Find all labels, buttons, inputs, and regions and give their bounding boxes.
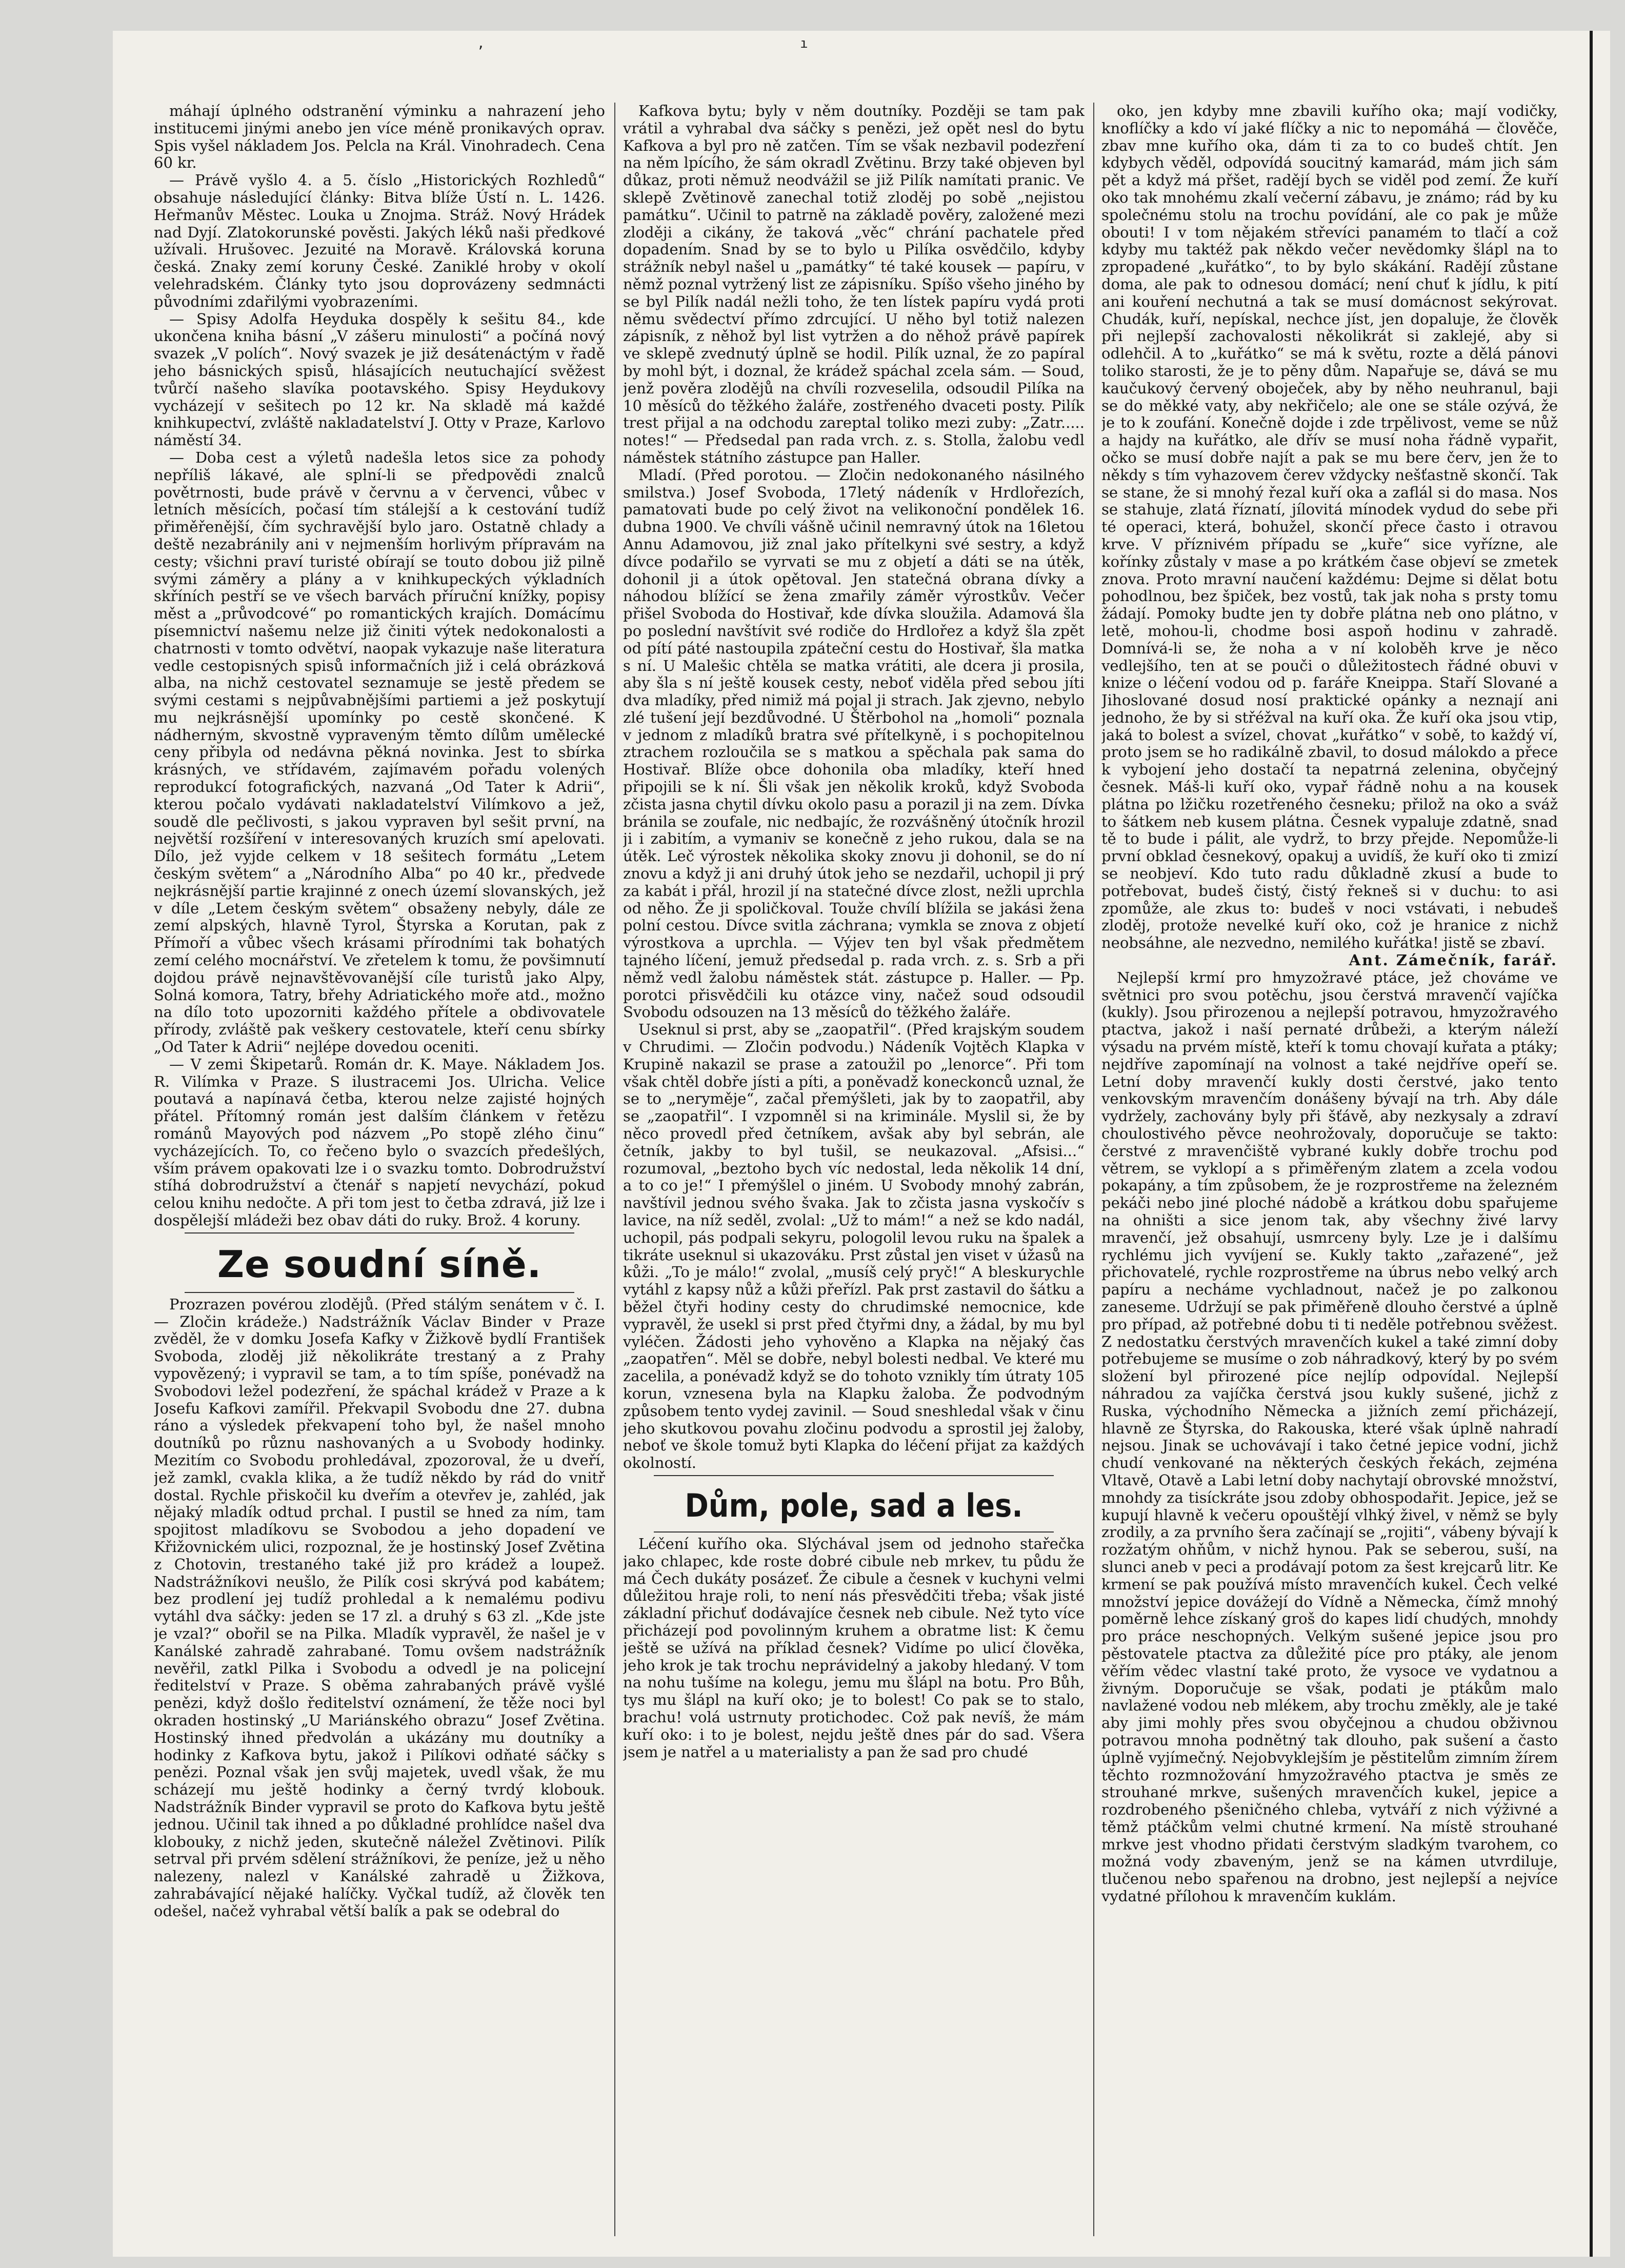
article-paragraph: — Spisy Adolfa Heyduka dospěly k sešitu 84., kde ukončena kniha básní „V zášeru minulosti“ a počíná nový svazek „V polích“. Nový svazek je již desátenáctým v řadě jeho básnických spisů, hlásajících neutuchající svěžest tvůrčí našeho slavíka pootavského. Spisy Heydukovy vycházejí v sešitech po 12 kr. Na skladě má každé knihkupectví, zvláště nakladatelství J. Otty v Praze, Karlovo náměstí 34.: [154, 310, 605, 449]
section-heading-court: Ze soudní síně.: [217, 1242, 542, 1286]
article-paragraph: Nejlepší krmí pro hmyzožravé ptáce, jež chováme ve světnici pro svou potěchu, jsou čerstvá mravenčí vajíčka (kukly). Jsou přirozenou a nejlepší potravou, hmyzožravého ptactva, jakož i naší pernaté drůbeži, a kterým náleží výsadu na prvém místě, kteří k tomu chovají kuřata a ptáky; nejdříve zapomínají na volnost a také nejdříve opeří se. Letní doby mravenčí kukly dosti čerstvé, jako tento venkovským mravenčím donášeny bývají na trh. Aby dále vydržely, zachovány byly při šťávě, aby nezkysaly a zdraví choulostivého pěvce neohrožovaly, doporučuje se takto: čerstvé z mravenčiště vybrané kukly dobře trochu pod větrem, se vyklopí a s přiměřeným zlatem a zcela vodou pokapány, a tím způsobem, že je rozprostřeme na železném pekáči nebo jiné ploché nádobě a krátkou dobu spařujeme na ohništi a sice jenom tak, aby všechny živé larvy mravenčí, jež obsahují, usmrceny byly. Lze je i dalšímu rychlému jich vyvíjení se. Kukly takto „zařazené“, jež přichovatelé, rychle rozprostřeme na úbrus nebo velký arch papíru a necháme vychladnout, načež je po zalkonou zaneseme. Udržují se pak přiměřeně dlouho čerstvé a úplně pro případ, až potřebné dobu ti ti neděle potřebnou svěžest. Z nedostatku čerstvých mravenčích kukel a také zimní doby potřebujeme se musíme o zob náhradkový, který by po svém složení byl přirozené píce nejlíp odpovídal. Nejlepší náhradou za vajíčka čerstvá jsou kukly sušené, jichž z Ruska, východního Německa a jižních zemí přicházejí, hlavně ze Štyrska, do Rakouska, které však úplně nahradí nejsou. Jinak se uchovávají i tako četné jepice vodní, jichž chudí venkované na některých českých řekách, zejména Vltavě, Otavě a Labi letní doby nachytají obrovské množství, mnohdy za tisíckráte jsou zdoby obhospodařit. Jepice, jež se kupují hlavně k večeru opouštějí vlhký živel, v němž se byly zrodily, a za prvního šera začínají se „rojiti“, vábeny bývají k rozžatým ohňům, v nichž hynou. Pak se seberou, suší, na slunci aneb v peci a prodávají potom za šest krejcarů litr. Ke krmení se pak používá místo mravenčích kukel. Čech velké množství jepice dovážejí do Vídně a Německa, čímž mnohý poměrně lehce získaný groš do kapes lidí chudých, mnohdy pro práce neschopných. Velkým sušené jepice jsou pro pěstovatele ptactva za důležité píce pro ptáky, ale jenom věřím vědec vlastní také proto, že vysoce ve vydatnou a živným. Doporučuje se však, podati je ptákům malo navlažené vodou neb mlékem, aby trochu změkly, ale je také aby jimi mohly přes svou obyčejnou a chudou obživnou potravou mnoha podnětný tak dlouho, pak sušení a často úplně vyjímečný. Nejobvyklejším je pěstitelům zimním žírem těchto rozmnožování hmyzožravého ptactva je směs ze strouhané mrkve, sušených mravenčích kukel, jepice a rozdrobeného pšeničného chleba, vytváří z nich výživné a těmž ptáčkům velmi chutné krmení. Na místě strouhané mrkve jest vhodno přidati čerstvým sladkým tvarohem, co možná vody zbaveným, jenž se na kámen utvrdiluje, tlučenou nebo spařenou na drobno, jest nejlepší a nejvíce vydatné přílohou k mravenčím kuklám.: [1101, 968, 1558, 1905]
article-paragraph: Léčení kuřího oka. Slýchával jsem od jednoho stařečka jako chlapec, kde roste dobré cibule neb mrkev, tu půdu že má Čech dukáty posázeť. Že cibule a česnek v kuchyni velmi důležitou hraje roli, to není nás přesvědčiti třeba; však jisté základní přichuť dodávajíce česnek neb cibule. Než tyto více přicházejí pod povolinným kruhem a obratme list: K čemu ještě se užívá na příklad česnek? Vidíme po ulicí člověka, jeho krok je tak trochu neprávidelný a jakoby hledaný. V tom na nohu tušíme na kolegu, jemu mu šlápl na botu. Pro Bůh, tys mu šlápl na kuří oko; je to bolest! Co pak se to stalo, brachu! volá ustrnuty protichodec. Což pak nevíš, že mám kuří oko: i to je bolest, nejdu ještě dnes pár do sad. Všera jsem je natřel a u materialisty a pan že sad pro chudé: [623, 1535, 1085, 1761]
column-3: [1101, 103, 1558, 2236]
divider: [654, 1475, 1054, 1476]
divider: [185, 1232, 574, 1234]
divider: [654, 1531, 1054, 1533]
column-1: [154, 103, 605, 2236]
article-paragraph: oko, jen kdyby mne zbavili kuřího oka; mají vodičky, knoflíčky a kdo ví jaké flíčky a nic to nepomáhá — člověče, zbav mne kuřího oka, dám ti za to co budeš chtít. Jen kdybych věděl, odpovídá soucitný kamarád, mám jich sám pět a když má přšet, radějí bych se viděl pod zemí. Že kuří oko tak mnohému zkalí večerní zábavu, je známo; rád by ku společnému stolu na trochu povídání, ale co pak je může obouti! I v tom nějakém střevíci panamém to tlačí a což kdyby mu taktéž pak někdo večer nevědomky šlápl na to zpropadené „kuřátko“, to by bylo skákání. Radějí zůstane doma, ale pak to odnesou domácí; není chuť k jídlu, k pití ani kouření nechutná a tak se musí domácnost sekýrovat. Chudák, kuří, nepískal, nechce jíst, jen dopaluje, že člověk při nejlepší zachovalosti několikrát si zaklejé, aby si odlehčil. A to „kuřátko“ se má k světu, rozte a dělá pánovi toliko starosti, že je to pěny dům. Napařuje se, dává se mu kaučukový červený oboječek, aby by něho neuhranul, baji se do měkké vaty, aby nekřičelo; ale one se stále ozývá, že je to k zoufání. Konečně dojde i zde trpělivost, veme se nůž a hajdy na kuřátko, ale dřív se musí noha řádně vypařit, očko se musí dobře najít a pak se mu bere červ, jen že to někdy s tím vyhazovem čerev vždycky nešťastně skončí. Tak se stane, že si mnohý řezal kuří oka a zaflál si do masa. Nos se stahuje, zlatá říznatí, jílovitá mínodek vydud do sebe při té operaci, která, bohužel, skončí přece často i otravou krve. V příznivém případu se „kuře“ sice vyřízne, ale kořínky zůstaly v mase a po krátkém čase objeví se zmetek znova. Proto mravní naučení každému: Dejme si dělat botu pohodlnou, bez špiček, bez vostů, tak jak noha s prsty tomu žádají. Pomoky budte jen ty dobře plátna neb ono plátno, v letě, mohou-li, chodme bosi aspoň hodinu v zahradě. Domnívá-li se, že noha a v ní koloběh krve je něco vedlejšího, ten at se pouči o důležitostech řádné obuvi v knize o léčení vodou od p. faráře Kneippa. Staří Slované a Jihoslované dosud nosí praktické opánky a neznají ani jednoho, že by si střéžval na kuří oka. Že kuří oka jsou vtip, jaká to bolest a svízel, chovat „kuřátko“ v sobě, to každý ví, proto jsem se ho radikálně zbavil, to dosud málokdo a přece k vybojení jeho dostačí ta nepatrná zelenina, obyčejný česnek. Máš-li kuří oko, vypař řádně nohu a na kousek plátna po lžičku rozetřeného česneku; přilož na oko a sváž to šátkem neb kusem plátna. Česnek vypaluje zdatně, snad tě to bude i pálit, ale vydrž, to brzy přejde. Nepomůže-li první obklad česnekový, opakuj a uvidíš, že kuří oko ti zmizí se neobjeví. Kdo tuto radu důkladně zkusí a bude to potřebovat, budeš čistý, čistý řekneš si v duchu: to asi zpomůže, ale zkus to: budeš v noci vstávati, i nebudeš zloděj, protože nevelké kuří oko, což je hranice z nichž neobsáhne, ale nezvedno, nemilého kuřátka! jistě se zbaví.: [1101, 103, 1558, 952]
article-paragraph: — V zemi Škipetarů. Román dr. K. Maye. Nákladem Jos. R. Vilímka v Praze. S ilustracemi Jos. Ulricha. Velice poutavá a napínavá četba, kterou nelze zajisté hojných přátel. Přítomný román jest dalším článkem v řetězu románů Mayových pod názvem „Po stopě zlého činu“ vycházejících. To, co řečeno bylo o svazcích předešlých, vším právem opakovati lze i o svazku tomto. Dobrodružství stíhá dobrodružství a čtenář s napjetí nevychází, pokud celou knihu nedočte. A při tom jest to četba zdravá, již lze i dospělejší mládeži bez obav dáti do ruky. Brož. 4 koruny.: [154, 1055, 605, 1229]
column-3-articles: [1101, 103, 1558, 1905]
page-marker-left: ‚: [477, 36, 485, 51]
column-2: [623, 103, 1085, 2236]
section-heading-garden: Dům, pole, sad a les.: [685, 1486, 1023, 1524]
article-paragraph: Mladí. (Před porotou. — Zločin nedokonaného násilného smilstva.) Josef Svoboda, 17letý nádeník v Hrdlořezích, pamatovati bude po celý život na velikonoční pondělek 16. dubna 1900. Ve chvíli vášně učinil nemravný útok na 16letou Annu Adamovou, již znal jako přítelkyni své sestry, a když dívce podařilo se vyrvati se mu z objetí a dáti se na útěk, dohonil ji a útok opětoval. Jen statečná obrana dívky a náhodou blížící se žena zmařily záměr výrostkův. Večer přišel Svoboda do Hostivař, kde dívka sloužila. Adamová šla po poslední navštívit své rodiče do Hrdlořez a když šla zpět od pítí páté nastoupila zpáteční cestu do Hostivař, šla matka s ní. U Malešic chtěla se matka vrátiti, ale dcera ji prosila, aby šla s ní ještě kousek cesty, neboť viděla před sebou jíti dva mladíky, před nimiž má pojal ji strach. Jak zjevno, nebylo zlé tušení její bezdůvodné. U Štěrbohol na „homoli“ poznala v jednom z mladíků bratra své přítelkyně, i s pochopitelnou ztrachem rozloučila se s matkou a spěchala pak sama do Hostivař. Blíže obce dohonila oba mladíky, kteří hned připojili se k ní. Šli však jen několik kroků, když Svoboda zčista jasna chytil dívku okolo pasu a porazil ji na zem. Dívka bránila se zoufale, nic nedbajíc, že rozvášněný útočník hrozil ji i zabitím, a vymaniv se konečně z jeho rukou, dala se na útěk. Leč výrostek několika skoky znovu ji dohonil, se do ní znovu a když ji ani druhý útok jeho se nezdařil, uchopil ji prý za kabát i přál, hrozil jí na statečné dívce zlost, nežli uprchla od něho. Že ji spoličkoval. Touže chvílí blížila se jakási žena polní cestou. Dívce svitla záchrana; vymkla se znova z objetí výrostkova a uprchla. — Výjev ten byl však předmětem tajného líčení, jemuž předsedal p. rada vrch. z. s. Srb a při němž vedl žalobu náměstek stát. zástupce p. Haller. — Pp. porotci přisvědčili ku otázce viny, načež soud odsoudil Svobodu odsouzen na 13 měsíců do těžkého žaláře.: [623, 466, 1085, 1021]
article-paragraph: — Doba cest a výletů nadešla letos sice za pohody nepříliš lákavé, ale splní-li se předpovědi znalců povětrnosti, bude právě v červnu a v červenci, vůbec v letních měsících, počasí tím stálejší a k cestování tudíž přiměřenější, čím sychravější bylo jaro. Ostatně chlady a deště nezabránily ani v nejmenším horlivým přípravám na cesty; všichni praví turisté obírají se touto dobou již pilně svými záměry a plány a v knihkupeckých výkladních skříních pestří se ve všech barvách příruční knížky, popisy měst a „průvodcové“ po romantických krajích. Domácímu písemnictví našemu nelze již činiti výtek nedokonalosti a chatrnosti v tomto odvětví, naopak vykazuje naše literatura vedle cestopisných spisů informačních již i celá obrázková alba, na nichž cestovatel seznamuje se jestě předem se svými cestami s nejpůvabnějšími partiemi a jež poskytují mu nejkrásnější upomínky po cestě skončené. K nádherným, skvostně vypraveným těmto dílům umělecké ceny přibyla od nedávna pěkná novinka. Jest to sbírka krásných, ve střídavém, zajímavém pořadu volených reprodukcí fotografických, nazvaná „Od Tater k Adrii“, kterou počalo vydávati nakladatelství Vilímkovo a jež, soudě dle pečlivosti, s jakou vypraven byl sešit první, na největší rozšíření v interesovaných kruzích smí apelovati. Dílo, jež vyjde celkem v 18 sešitech formátu „Letem českým světem“ a „Národního Alba“ po 40 kr., předvede nejkrásnější partie krajinné z onech území slovanských, jež v díle „Letem českým světem“ obsaženy nebyly, dále ze zemí alpských, hlavně Tyrol, Štyrska a Korutan, pak z Přímoří a vůbec všech krásami přírodními tak bohatých zemí celého mocnářství. Ve zřetelem k tomu, že povšimnutí dojdou právě nejnavštěvovanější cíle turistů jako Alpy, Solná komora, Tatry, břehy Adriatického moře atd., možno na dílo toto upozorniti každého přítele a obdivovatele přírody, zvláště pak veškery cestovatele, kteří cenu sbírky „Od Tater k Adrii“ nejlépe dovedou oceniti.: [154, 448, 605, 1056]
column-2-garden-articles: [623, 1536, 1085, 1761]
column-1-articles: [154, 103, 605, 1229]
column-rule: [1093, 103, 1094, 2236]
column-1-court-articles: [154, 1296, 605, 1920]
page-marker-right: ı: [800, 36, 808, 51]
divider: [185, 1292, 574, 1293]
scan-edge: [1590, 31, 1593, 2257]
newspaper-page: [113, 31, 1610, 2257]
article-paragraph: Useknul si prst, aby se „zaopatřil“. (Před krajským soudem v Chrudimi. — Zločin podvodu.) Nádeník Vojtěch Klapka v Krupině nakazil se prase a zatoužil po „lenorce“. Při tom však chtěl dobře jísti a píti, a poněvadž koneckonců uznal, že se to „neryměje“, začal přemýšleti, jak by to zaopatřil, aby se „zaopatřil“. I vzpomněl si na kriminále. Myslil si, že by něco provedl před četníkem, avšak aby byl sebrán, ale četník, jakby to byl tušil, se neukazoval. „Afsisi...“ rozumoval, „beztoho bych víc nedostal, leda několik 14 dní, a to co je!“ I přemýšlel o jiném. U Svobody mnohý zabrán, navštívil jednou svého švaka. Jak to zčista jasna vyskočív s lavice, na níž seděl, zvolal: „Už to mám!“ a než se kdo nadál, uchopil, pás podpali sekyru, pologolil levou ruku na špalek a tikráte useknul si ukazováku. Prst zůstal jen viset v úžasů na kůži. „To je málo!“ zvolal, „musíš celý pryč!“ A bleskurychle vytáhl z kapsy nůž a kůži přeřízl. Pak prst zastavil do šátku a běžel čtyři hodiny cesty do chrudimské nemocnice, kde vypravěl, že usekl si prst před čtyřmi dny, a žádal, by mu byl vyléčen. Žádosti jeho vyhověno a Klapka na nějaký čas „zaopatřen“. Měl se dobře, nebyl bolesti nedbal. Ve které mu zacelila, a ponévadž když se do tohoto vznikly tím útraty 105 korun, vznesena byla na Klapku žaloba. Že podvodným způsobem tento vydej zavinil. — Soud sneshledal však v činu jeho skutkovou povahu zločinu podvodu a sprostil jej žaloby, neboť ve škole tomuž byti Klapka do léčení přijat za každých okolností.: [623, 1021, 1085, 1472]
signature: Ant. Zámečník, farář.: [1349, 951, 1558, 969]
article-paragraph: — Právě vyšlo 4. a 5. číslo „Historických Rozhledů“ obsahuje následující články: Bitva blíže Ústí n. L. 1426. Heřmanův Městec. Louka u Znojma. Stráž. Nový Hrádek nad Dyjí. Zlatokorunské pověsti. Jakých léků naši předkové užívali. Hrušovec. Jezuité na Moravě. Královská koruna česká. Znaky zemí koruny České. Zaniklé hroby v okolí velehradském. Články tyto jsou doprovázeny sedmnácti původními zdařilými vyobrazeními.: [154, 171, 605, 310]
article-paragraph: Prozrazen povérou zlodějů. (Před stálým senátem v č. I. — Zločin krádeže.) Nadstrážník Václav Binder v Praze zvěděl, že v domku Josefa Kafky v Žižkově bydlí František Svoboda, zloděj již několikráte trestaný a z Prahy vypovězený; i vypravil se tam, a to tím spíše, ponévadž na Svobodovi ležel podezření, že spáchal krádež v Praze a k Josefu Kafkovi zamířil. Překvapil Svobodu dne 27. dubna ráno a výsledek překvapení toho byl, že našel mnoho doutníků po různu nashovaných a u Svobody hodinky. Mezitím co Svobodu prohledával, zpozoroval, že u dveří, jež zamkl, cvakla klika, a že tudíž někdo by rád do vnitř dostal. Rychle přiskočil ku dveřím a otevřev je, zahléd, jak nějaký mladík odtud prchal. I pustil se hned za ním, tam spojitost mladíkovu se Svobodou a jeho dopadení ve Křižovnickém ulici, rozpoznal, že je hostinský Josef Zvětina z Chotovin, trestaného také již pro krádež a loupež. Nadstrážníkovi neušlo, že Pilík cosi skrývá pod kabátem; bez prodlení jej tudíž prohledal a k nemalému podivu vytáhl dva sáčky: jeden se 17 zl. a druhý s 63 zl. „Kde jste je vzal?“ obořil se na Pilka. Mladík vypravěl, že našel je v Kanálské zahradě zahrabané. Tomu ovšem nadstrážník nevěřil, zatkl Pilka i Svobodu a odvedl je na policejní ředitelství v Praze. S oběma zahrabaných právě vyšlé penězi, když došlo ředitelství oznámení, že těže noci byl okraden hostinský „U Mariánského obrazu“ Josef Zvětina. Hostinský ihned předvolán a ukázány mu doutníky a hodinky z Kafkova bytu, jakož i Pilíkovi odňaté sáčky s penězi. Poznal však jen svůj majetek, uvedl však, že mu scházejí mu ještě hodinky a černý tvrdý klobouk. Nadstrážník Binder vypravil se proto do Kafkova bytu ještě jednou. Učinil tak ihned a po důkladné prohlídce našel dva klobouky, z nichž jeden, skutečně náležel Zvětinovi. Pilík setrval při prvém sdělení strážníkovi, že peníze, jež u něho nalezeny, nalezl v Kanálské zahradě u Žižkova, zahrabávající nějaké halíčky. Vyčkal tudíž, až člověk ten odešel, načež vyhrabal větší balík a pak se odebral do: [154, 1295, 605, 1920]
article-paragraph: Kafkova bytu; byly v něm doutníky. Později se tam pak vrátil a vyhrabal dva sáčky s penězi, jež opět nesl do bytu Kafkova a byl pro ně zatčen. Tím se však nezbavil podezření na něm lpícího, že sám okradl Zvětinu. Brzy také objeven byl důkaz, proti němuž neodvážil se již Pilík namítati pranic. Ve sklepě Zvětinově zanechal totiž zloděj po sobě „nejistou památku“. Učinil to patrně na základě pověry, založené mezi zloději a cikány, že taková „věc“ chrání pachatele před dopadením. Snad by se to bylo u Pilíka osvědčilo, kdyby strážník nebyl našel u „památky“ té také kousek — papíru, v němž poznal vytržený list ze zápisníku. Spíšo všeho jiného by se byl Pilík nadál nežli toho, že ten lístek papíru vydá proti němu svědectví přímo zdrcující. U něho byl totiž nalezen zápisník, z něhož byl list vytržen a do něhož právě papírek ve sklepě zvednutý úplně se hodil. Pilík uznal, že zo papíral by mohl být, i doznal, že krádež spáchal zcela sám. — Soud, jenž pověra zlodějů na chvíli rozveselila, odsoudil Pilíka na 10 měsíců do těžkého žaláře, zostřeného dvaceti posty. Pilík trest přijal a na odchodu zareptal toliko mezi zuby: „Zatr..... notes!“ — Předsedal pan rada vrch. z. s. Stolla, žalobu vedl náměstek státního zástupce pan Haller.: [623, 103, 1085, 466]
article-paragraph: máhají úplného odstranění výminku a nahrazení jeho institucemi jinými anebo jen více méně pronikavých oprav. Spis vyšel nákladem Jos. Pelcla na Král. Vinohradech. Cena 60 kr.: [154, 103, 605, 172]
column-2-articles: [623, 103, 1085, 1472]
column-rule: [614, 103, 615, 2236]
